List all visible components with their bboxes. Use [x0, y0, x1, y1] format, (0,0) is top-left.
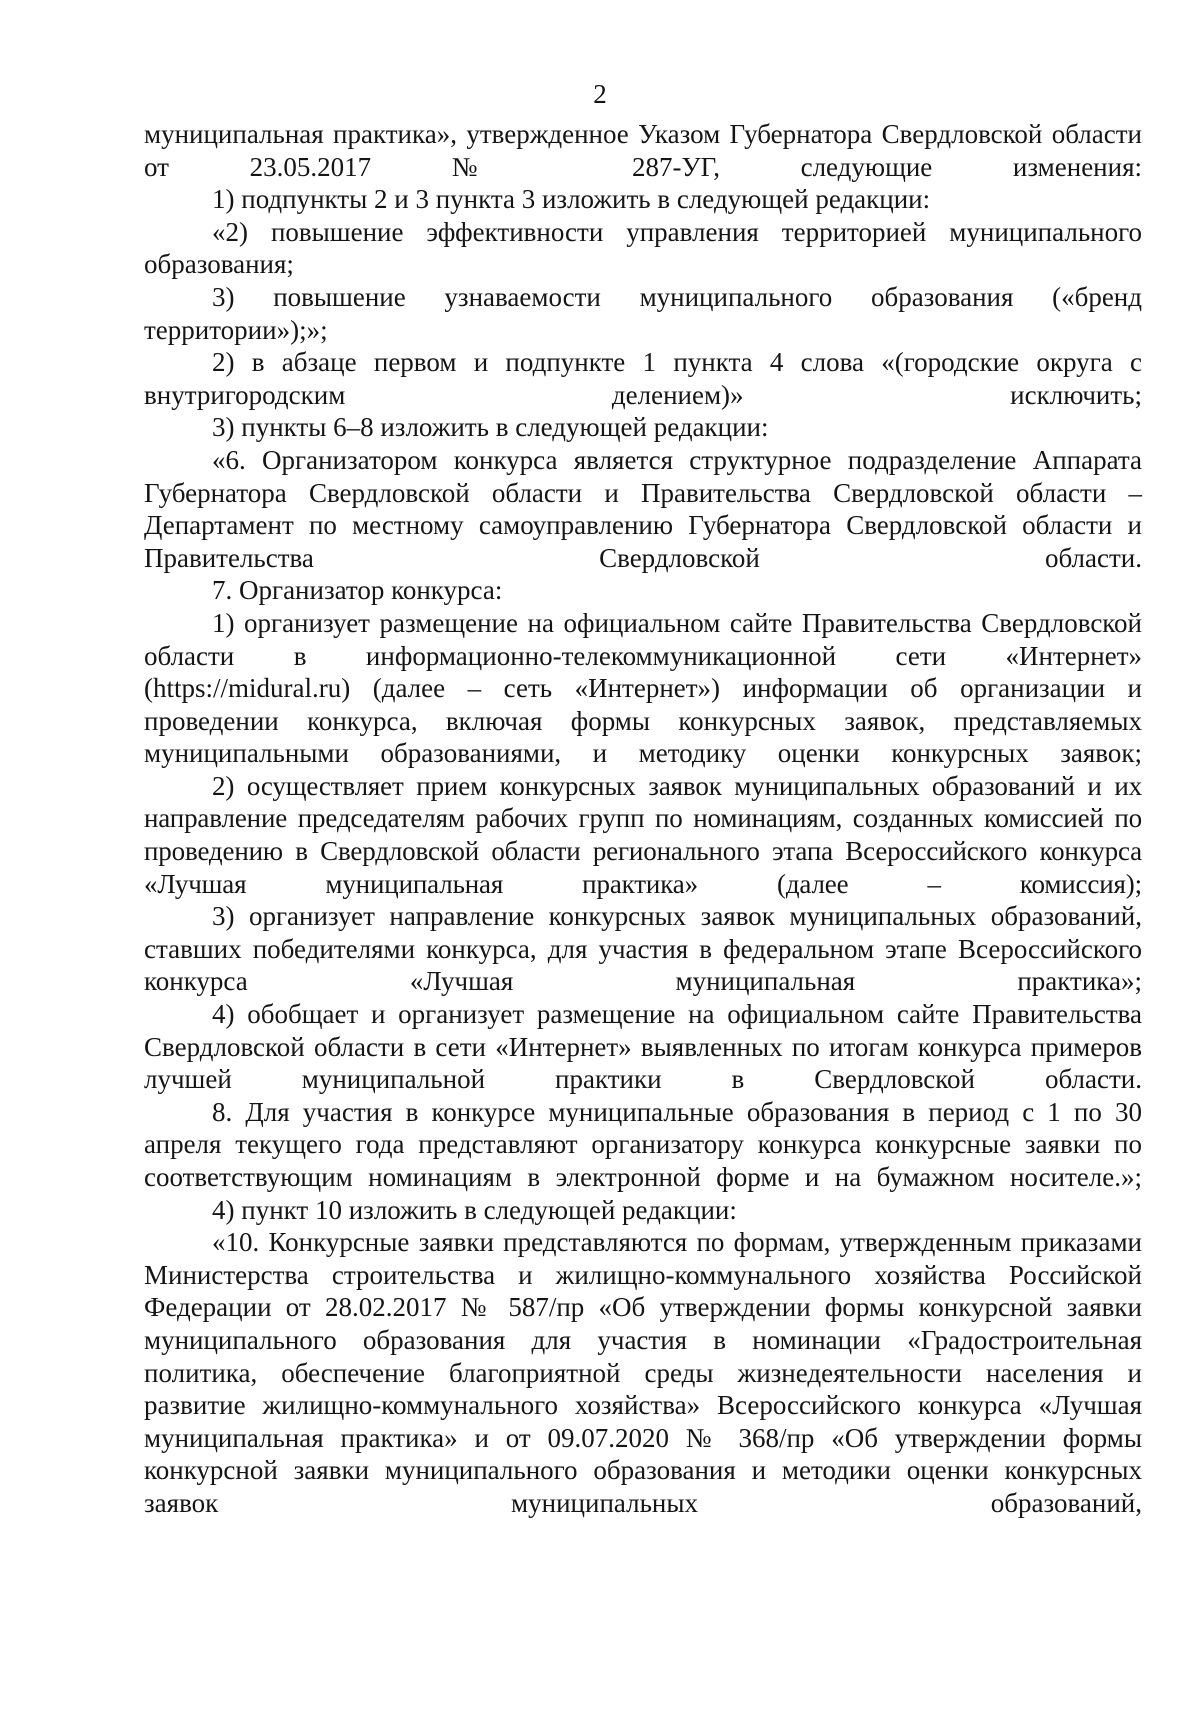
- paragraph-point-10: «10. Конкурсные заявки представляются по формам, утвержденным приказами Министерства строительства и жилищно-коммунального хозяйства Российской Федерации от 28.02.2017 № 587/пр «Об утверждении формы конкурсной заявки муниципального образования для участия в номинации «Градостроительная политика, обеспечение благоприятной среды жизнедеятельности населения и развитие жилищно-коммунального хозяйства» Всероссийского конкурса «Лучшая муниципальная практика» и от 09.07.2020 № 368/пр «Об утверждении формы конкурсной заявки муниципального образования и методики оценки конкурсных заявок муниципальных образований,: [144, 1227, 1142, 1518]
- paragraph-item-4: 4) пункт 10 изложить в следующей редакции:: [212, 1194, 737, 1225]
- paragraph-point-7-sub-3: 3) организует направление конкурсных заявок муниципальных образований, ставших победителями конкурса, для участия в федеральном этапе Всероссийского конкурса «Лучшая муниципальная практика»;: [144, 901, 1142, 997]
- paragraph-point-8: 8. Для участия в конкурсе муниципальные образования в период с 1 по 30 апреля текущего года представляют организатору конкурса конкурсные заявки по соответствующим номинациям в электронной форме и на бумажном носителе.»;: [144, 1096, 1142, 1192]
- document-body: [144, 118, 1142, 1520]
- paragraph-point-7-sub-2: 2) осуществляет прием конкурсных заявок муниципальных образований и их направление председателям рабочих групп по номинациям, созданных комиссией по проведению в Свердловской области регионального этапа Всероссийского конкурса «Лучшая муниципальная практика» (далее – комиссия);: [144, 770, 1142, 899]
- paragraph-item-2: 2) в абзаце первом и подпункте 1 пункта 4 слова «(городские округа с внутригородским делением)» исключить;: [144, 347, 1142, 410]
- paragraph-point-7-sub-4: 4) обобщает и организует размещение на официальном сайте Правительства Свердловской области в сети «Интернет» выявленных по итогам конкурса примеров лучшей муниципальной практики в Свердловской области.: [144, 999, 1142, 1095]
- paragraph-continuation: муниципальная практика», утвержденное Указом Губернатора Свердловской области от 23.05.2017 № 287-УГ, следующие изменения:: [144, 119, 1142, 182]
- paragraph-item-3: 3) пункты 6–8 изложить в следующей редакции:: [212, 412, 769, 443]
- paragraph-point-6: «6. Организатором конкурса является структурное подразделение Аппарата Губернатора Свердловской области и Правительства Свердловской области – Департамент по местному самоуправлению Губернатора Свердловской области и Правительства Свердловской области.: [144, 444, 1142, 573]
- paragraph-subitem-2: «2) повышение эффективности управления территорией муниципального образования;: [144, 216, 1142, 280]
- paragraph-point-7-sub-1: 1) организует размещение на официальном сайте Правительства Свердловской области в информационно-телекоммуникационной сети «Интернет» (https://midural.ru) (далее – сеть «Интернет») информации об организации и проведении конкурса, включая формы конкурсных заявок, представляемых муниципальными образованиями, и методику оценки конкурсных заявок;: [144, 607, 1142, 769]
- paragraph-item-1: 1) подпункты 2 и 3 пункта 3 изложить в следующей редакции:: [212, 184, 931, 215]
- paragraph-point-7: 7. Организатор конкурса:: [212, 575, 503, 606]
- paragraph-subitem-3: 3) повышение узнаваемости муниципального образования («бренд территории»);»;: [144, 281, 1142, 345]
- page-number: 2: [593, 79, 607, 109]
